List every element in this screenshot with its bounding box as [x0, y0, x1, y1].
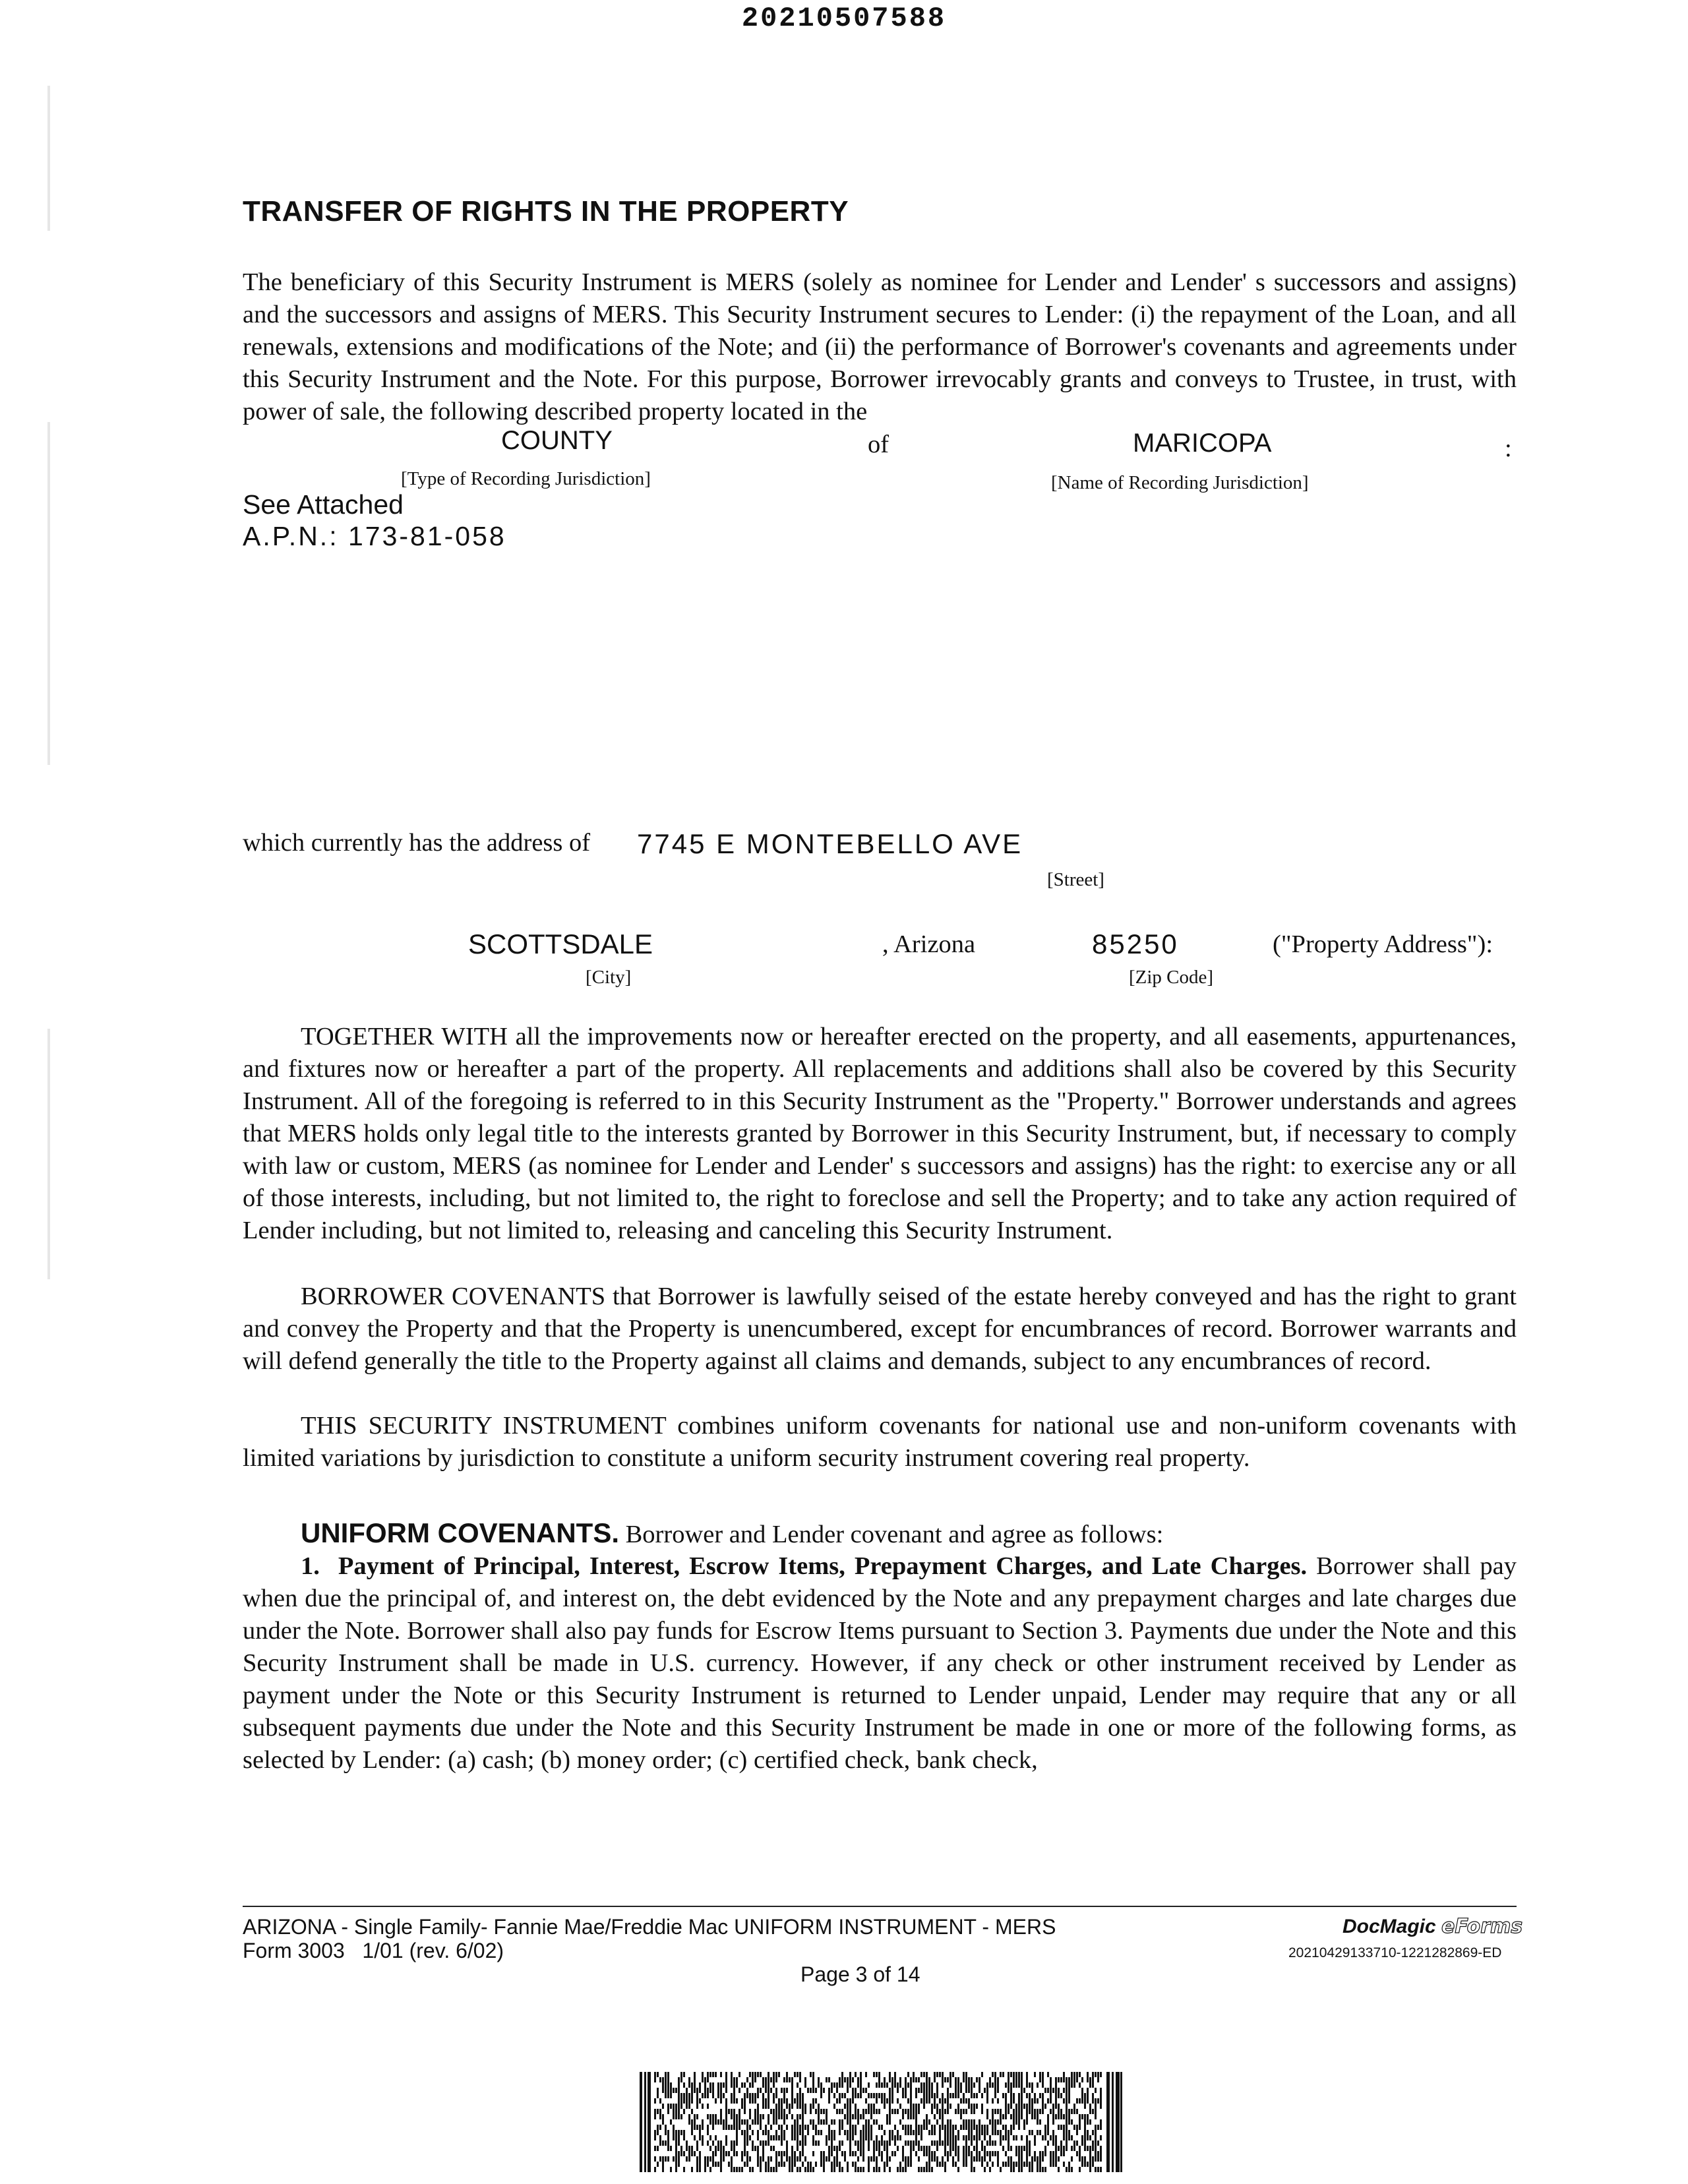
recording-number: 20210507588: [741, 3, 947, 34]
page-number: Page 3 of 14: [800, 1962, 920, 1986]
section-1-number: 1.: [301, 1552, 320, 1580]
address-lead-in: which currently has the address of: [243, 829, 591, 857]
footer-divider: [243, 1906, 1517, 1907]
jurisdiction-type-label: [Type of Recording Jurisdiction]: [401, 468, 651, 489]
scan-artifact: [47, 1029, 50, 1279]
legal-description-line1: See Attached: [243, 489, 404, 520]
jurisdiction-of: of: [868, 431, 889, 458]
docmagic-logo: [1342, 1915, 1522, 1938]
barcode: [640, 2072, 1122, 2172]
property-address-text: ("Property Address"):: [1273, 930, 1493, 958]
uniform-covenants-heading: UNIFORM COVENANTS.: [301, 1517, 619, 1548]
zip-label: [Zip Code]: [1129, 967, 1214, 988]
jurisdiction-colon: :: [1505, 435, 1512, 462]
footer-form-title: ARIZONA - Single Family- Fannie Mae/Freddie Mac UNIFORM INSTRUMENT - MERS: [243, 1915, 1056, 1939]
section-1-title: Payment of Principal, Interest, Escrow Items, Prepayment Charges, and Late Charges.: [338, 1552, 1308, 1580]
uniform-covenants-intro: [301, 1517, 1517, 1551]
uniform-covenants-text: Borrower and Lender covenant and agree as follows:: [625, 1521, 1164, 1548]
street-label: [Street]: [1047, 869, 1104, 890]
borrower-covenants-paragraph: BORROWER COVENANTS that Borrower is lawfully seised of the estate hereby conveyed and has the right to grant and convey the Property and that the Property is unencumbered, except for encumbrances of record. Borrower warrants and will defend generally the title to the Property against all claims and demands, subject to any encumbrances of record.: [243, 1283, 1517, 1375]
scan-artifact: [47, 422, 50, 765]
jurisdiction-type-value: COUNTY: [501, 426, 613, 455]
brand-name: DocMagic: [1342, 1916, 1436, 1937]
street-value: 7745 E MONTEBELLO AVE: [637, 828, 1023, 859]
section-1-paragraph: [243, 1550, 1517, 1776]
city-label: [City]: [586, 967, 632, 988]
footer-doc-id: 20210429133710-1221282869-ED: [1288, 1945, 1502, 1960]
jurisdiction-name-label: [Name of Recording Jurisdiction]: [1051, 472, 1309, 493]
state-text: , Arizona: [882, 930, 976, 958]
brand-suffix: eForms: [1441, 1915, 1523, 1938]
beneficiary-paragraph: The beneficiary of this Security Instrument is MERS (solely as nominee for Lender and Lender' s successors and assigns) and the successors and assigns of MERS. This Security Instrument secures to Lender: (i) the repayment of the Loan, and all renewals, extensions and modifications of the Note; and (ii) the performance of Borrower's covenants and agreements under this Security Instrument and the Note. For this purpose, Borrower irrevocably grants and conveys to Trustee, in trust, with power of sale, the following described property located in the: [243, 268, 1517, 425]
jurisdiction-name-value: MARICOPA: [1133, 429, 1272, 458]
city-value: SCOTTSDALE: [468, 928, 653, 959]
security-instrument-paragraph: THIS SECURITY INSTRUMENT combines uniform covenants for national use and non-uniform covenants with limited variations by jurisdiction to constitute a uniform security instrument covering real property.: [243, 1412, 1517, 1472]
section-heading: TRANSFER OF RIGHTS IN THE PROPERTY: [243, 195, 849, 228]
section-1-text: Borrower shall pay when due the principal of, and interest on, the debt evidenced by the Note and any prepayment charges and late charges due under the Note. Borrower shall also pay funds for Escrow Items pursuant to Section 3. Payments due under the Note and this Security Instrument shall be made in U.S. currency. However, if any check or other instrument received by Lender as payment under the Note or this Security Instrument is returned to Lender unpaid, Lender may require that any or all subsequent payments due under the Note and this Security Instrument be made in one or more of the following forms, as selected by Lender: (a) cash; (b) money order; (c) certified check, bank check,: [243, 1552, 1517, 1774]
footer-form-number: Form 3003 1/01 (rev. 6/02): [243, 1939, 504, 1962]
together-with-paragraph: TOGETHER WITH all the improvements now or hereafter erected on the property, and all easements, appurtenances, and fixtures now or hereafter a part of the property. All replacements and additions shall also be covered by this Security Instrument. All of the foregoing is referred to in this Security Instrument as the "Property." Borrower understands and agrees that MERS holds only legal title to the interests granted by Borrower in this Security Instrument, but, if necessary to comply with law or custom, MERS (as nominee for Lender and Lender' s successors and assigns) has the right: to exercise any or all of those interests, including, but not limited to, the right to foreclose and sell the Property; and to take any action required of Lender including, but not limited to, releasing and canceling this Security Instrument.: [243, 1023, 1517, 1244]
apn-line: A.P.N.: 173-81-058: [243, 521, 506, 551]
zip-value: 85250: [1092, 928, 1179, 959]
scan-artifact: [47, 86, 50, 231]
